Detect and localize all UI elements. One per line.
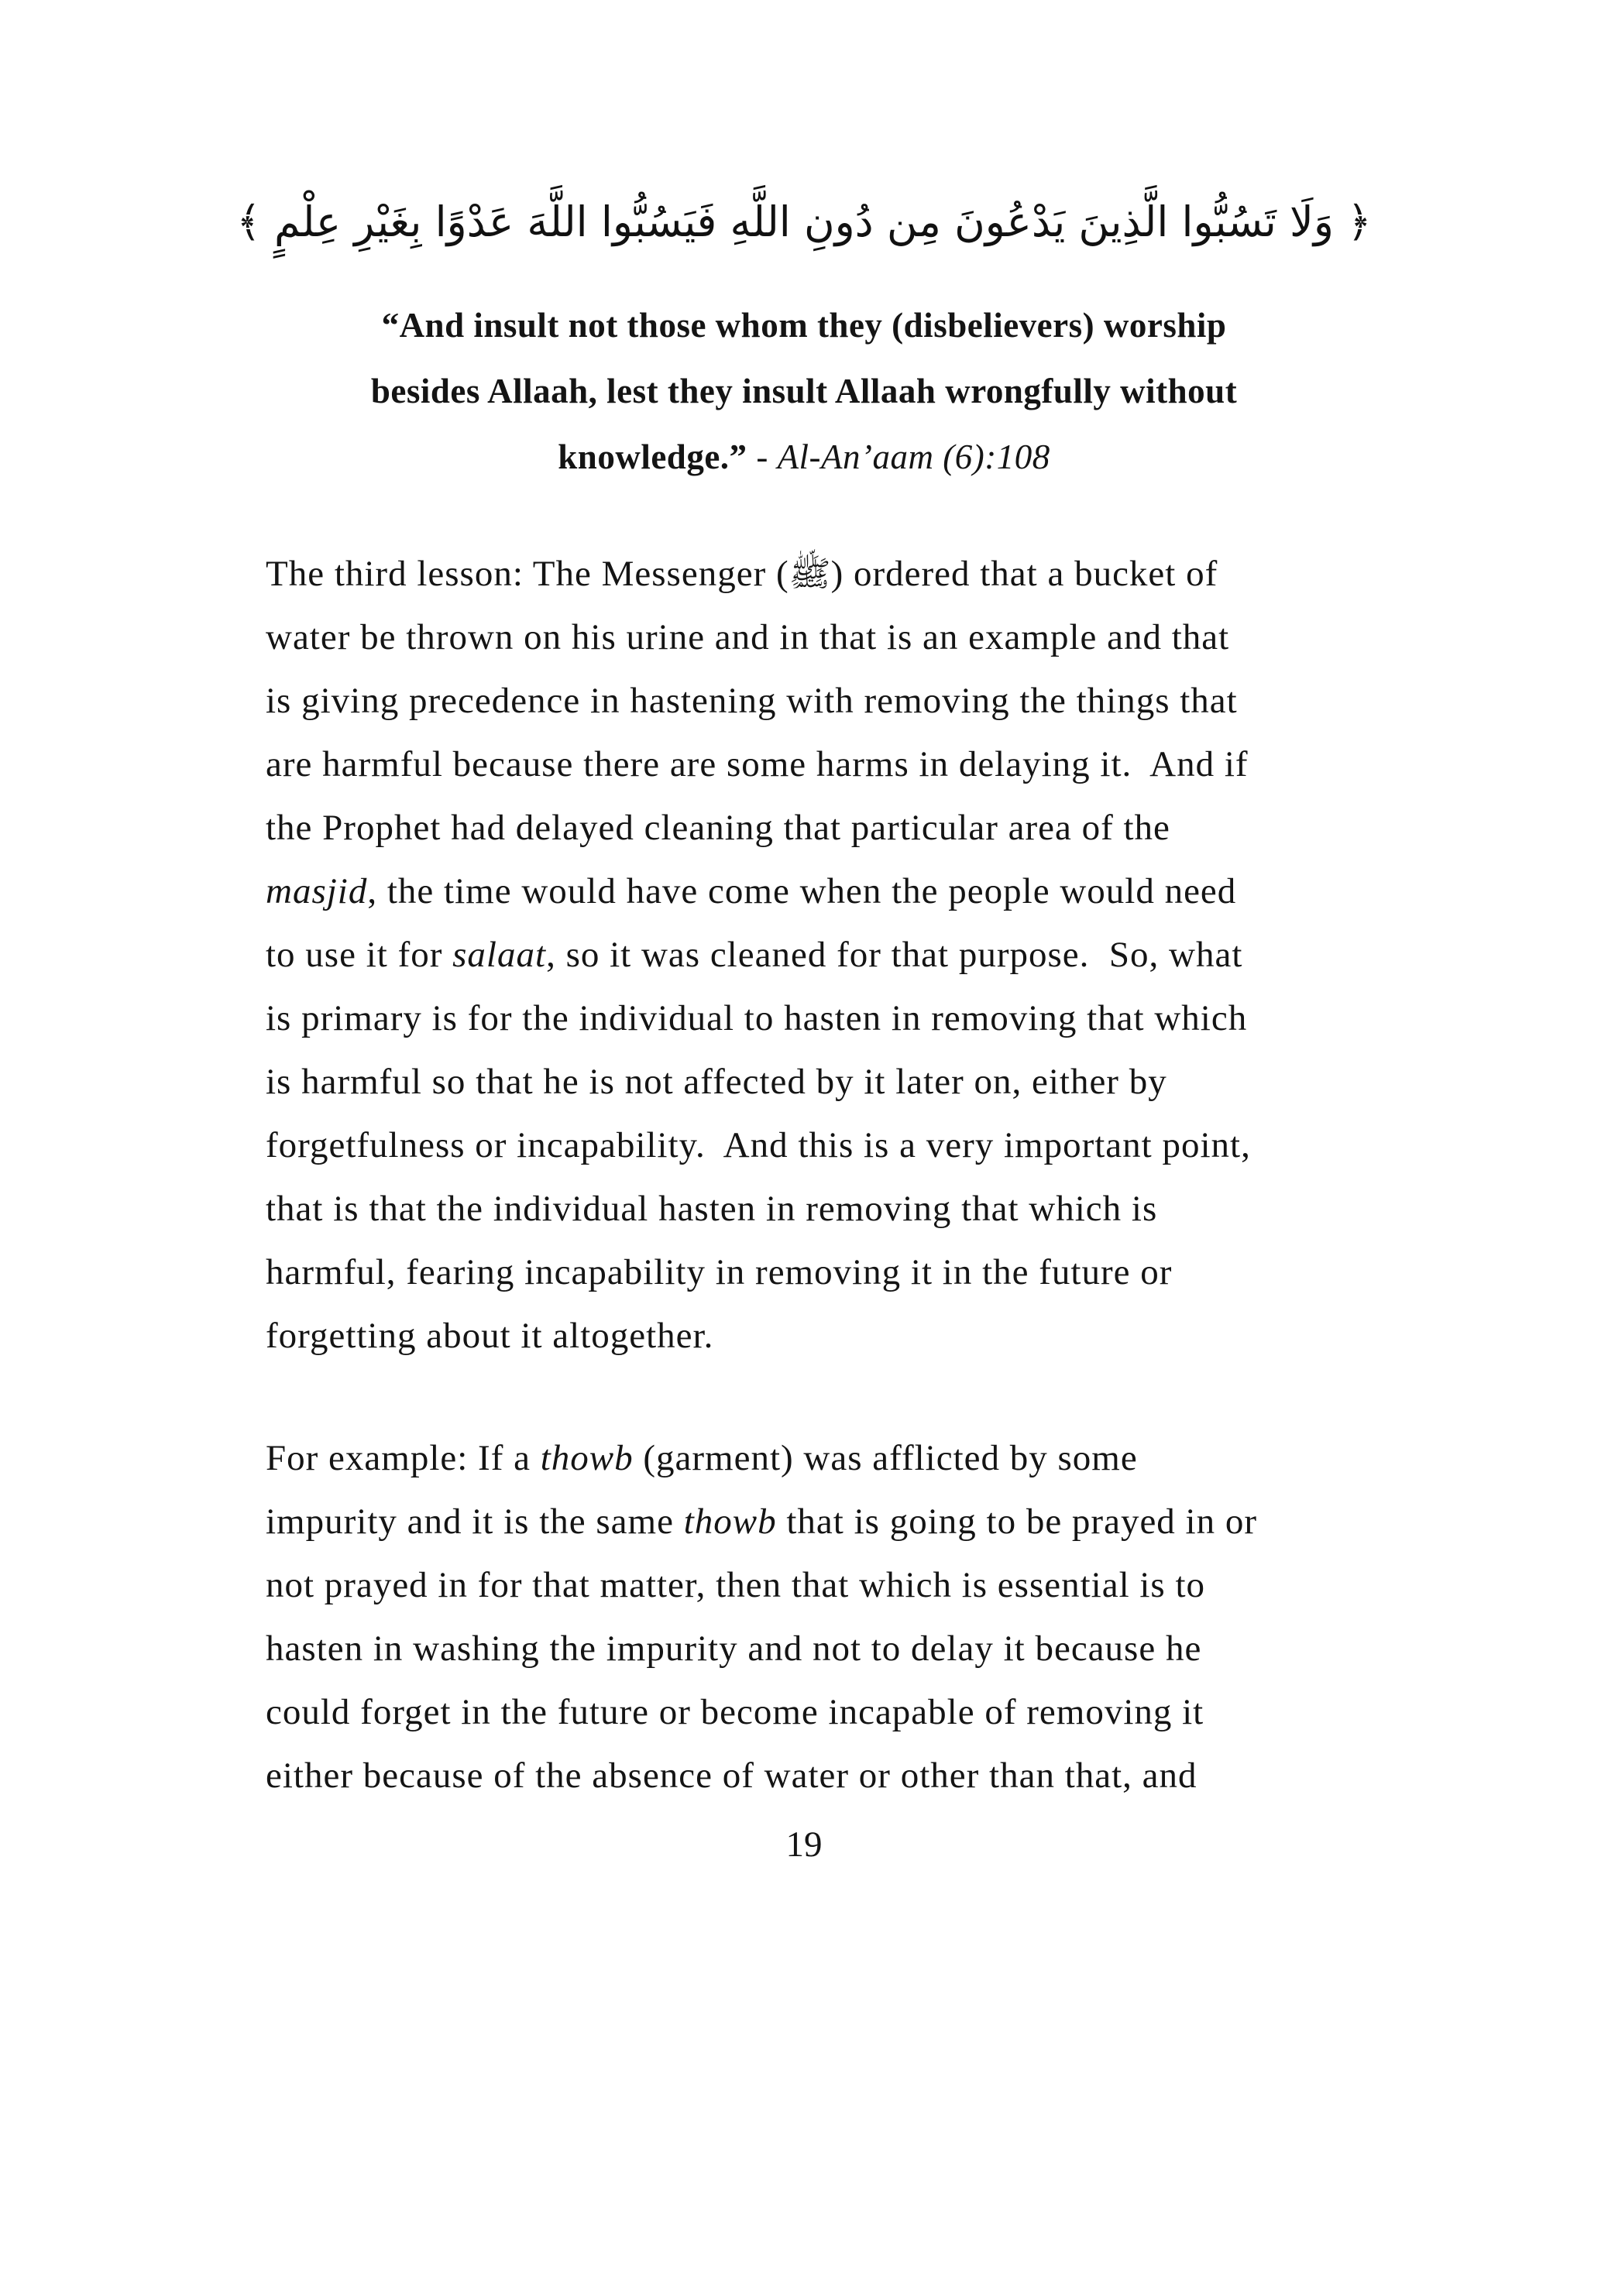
text-run: “And insult not those whom they (disbelievers) worship (381, 306, 1227, 345)
text-run: ) ordered that a bucket of (830, 554, 1218, 594)
text-run: is harmful so that he is not affected by it later on, either by (266, 1062, 1167, 1102)
text-line (266, 606, 1505, 669)
text-run: the Prophet had delayed cleaning that particular area of the (266, 808, 1170, 848)
text-run: thowb (683, 1501, 777, 1542)
paragraph (266, 542, 1505, 1368)
text-line (250, 293, 1358, 359)
text-line (266, 1050, 1505, 1114)
text-run: could forget in the future or become incapable of removing it (266, 1692, 1204, 1732)
text-run: water be thrown on his urine and in that is an example and that (266, 617, 1230, 657)
text-line (266, 796, 1505, 860)
text-line (266, 860, 1505, 923)
text-run: - (747, 438, 778, 476)
text-line (266, 1304, 1505, 1368)
text-run: For example: If a (266, 1438, 541, 1478)
text-run: are harmful because there are some harms in delaying it. And if (266, 744, 1249, 784)
text-line (266, 733, 1505, 796)
salawat-calligraphy-mark: ﷺ (789, 554, 831, 594)
text-run: is giving precedence in hastening with removing the things that (266, 681, 1238, 721)
text-line (266, 923, 1505, 987)
text-run: to use it for (266, 935, 453, 975)
paragraph (266, 1426, 1505, 1807)
text-run: (garment) was afflicted by some (633, 1438, 1138, 1478)
body-text (266, 542, 1505, 1807)
text-run: either because of the absence of water or other than that, and (266, 1755, 1197, 1796)
text-line (266, 1553, 1505, 1617)
text-run: is primary is for the individual to hasten in removing that which (266, 998, 1248, 1038)
text-line (266, 1617, 1505, 1680)
text-run: , the time would have come when the people would need (367, 871, 1237, 911)
text-line (250, 424, 1358, 490)
verse-translation (250, 293, 1358, 490)
text-run: that is that the individual hasten in removing that which is (266, 1189, 1158, 1229)
text-line (266, 987, 1505, 1050)
text-run: harmful, fearing incapability in removing it in the future or (266, 1252, 1173, 1292)
text-run: hasten in washing the impurity and not to delay it because he (266, 1628, 1202, 1669)
page-number: 19 (785, 1824, 823, 1865)
text-line (266, 1680, 1505, 1744)
text-run: impurity and it is the same (266, 1501, 684, 1542)
text-line (266, 1177, 1505, 1241)
text-run: masjid (266, 871, 368, 911)
text-line (266, 1114, 1505, 1177)
text-run: , so it was cleaned for that purpose. So, what (546, 935, 1243, 975)
text-line (266, 1744, 1505, 1807)
text-line (266, 1426, 1505, 1490)
text-run: knowledge.” (558, 438, 747, 476)
text-run: forgetting about it altogether. (266, 1316, 714, 1356)
text-run: besides Allaah, lest they insult Allaah wrongfully without (370, 372, 1238, 410)
text-line (266, 1241, 1505, 1304)
text-line (266, 669, 1505, 733)
text-run: thowb (540, 1438, 634, 1478)
text-run: The third lesson: The Messenger ( (266, 554, 789, 594)
text-run: Al-An’aam (6):108 (777, 438, 1050, 476)
text-run: that is going to be prayed in or (776, 1501, 1258, 1542)
text-run: not prayed in for that matter, then that which is essential is to (266, 1565, 1206, 1605)
text-line (266, 542, 1505, 606)
arabic-verse-quran-6-108: ﴿ وَلَا تَسُبُّوا الَّذِينَ يَدْعُونَ مِن دُونِ اللَّهِ فَيَسُبُّوا اللَّهَ عَدْوًا بِغَيْرِ عِلْمٍ ﴾ (236, 197, 1372, 246)
text-run: salaat (452, 935, 547, 975)
text-line (250, 359, 1358, 424)
text-line (266, 1490, 1505, 1553)
text-run: forgetfulness or incapability. And this is a very important point, (266, 1125, 1251, 1165)
